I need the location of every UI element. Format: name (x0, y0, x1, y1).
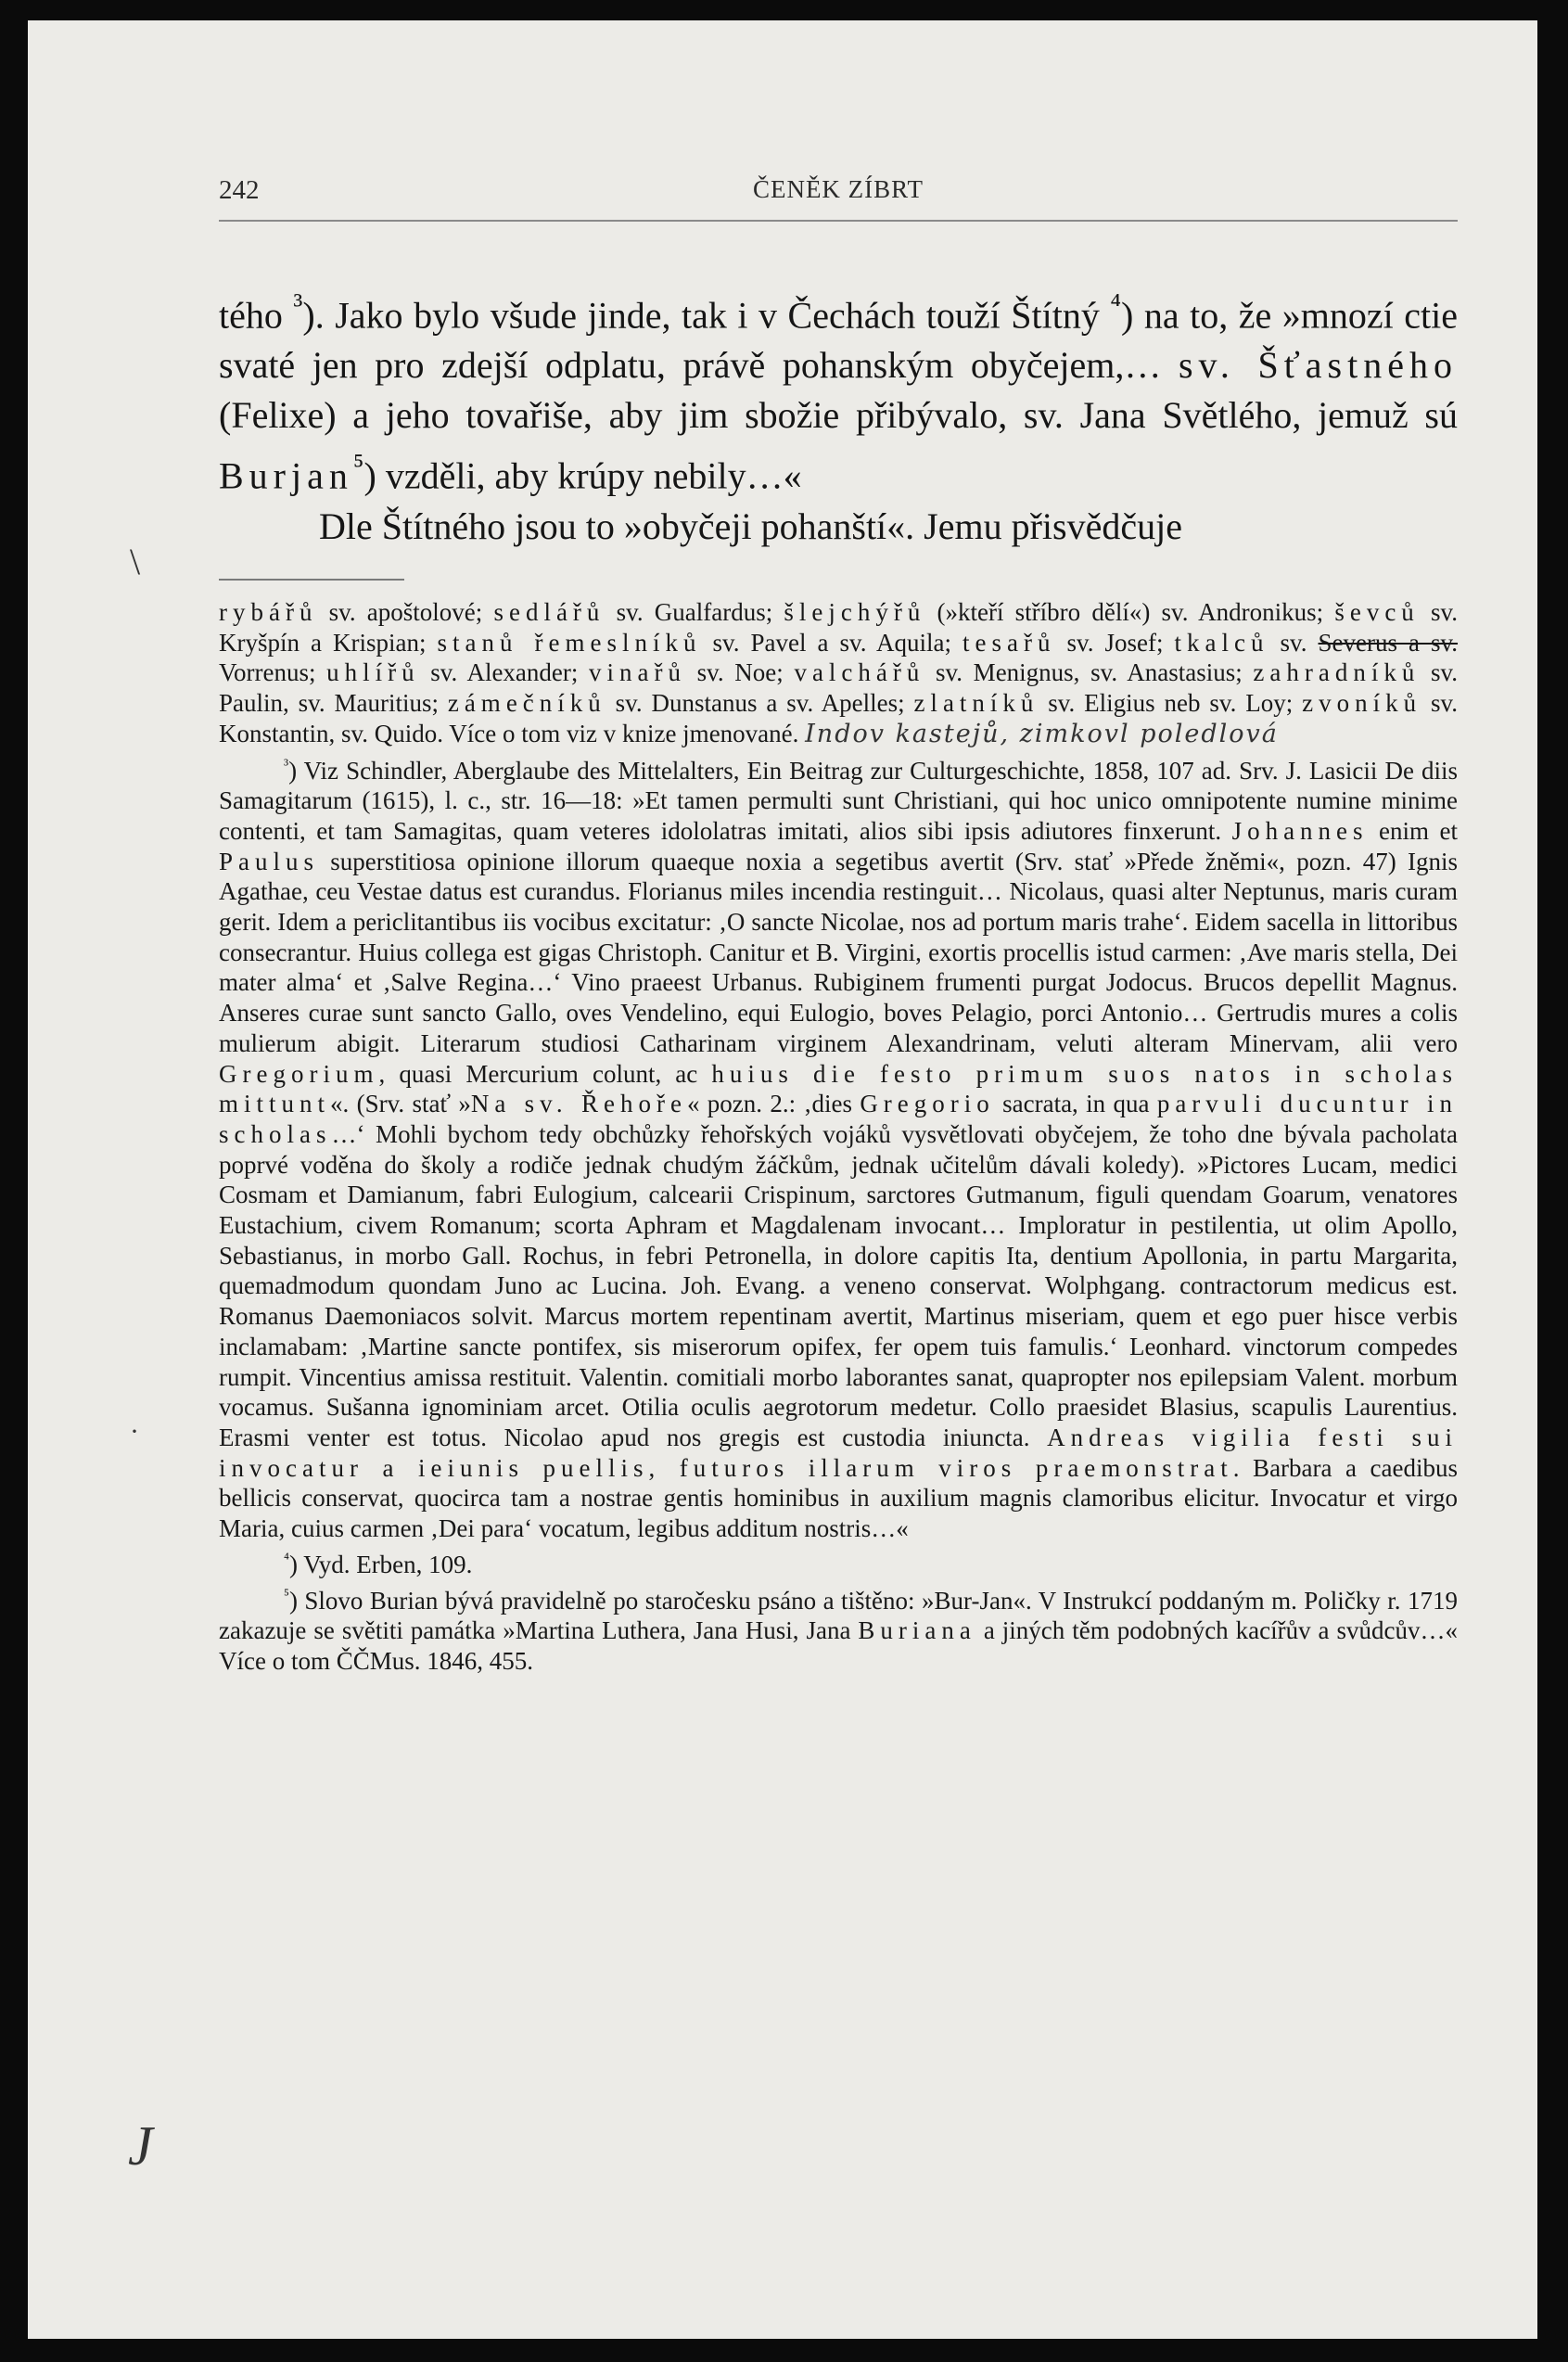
margin-hook-mark: J (128, 2115, 153, 2177)
margin-dot-mark: · (130, 1416, 139, 1447)
margin-dash-mark: \ (130, 541, 141, 582)
footnote-3: $^{^3}$) Viz Schindler, Aberglaube des Mittelalters, Ein Beitrag zur Culturgeschichte, 1858, 107 ad. Srv. J. Lasicii De diis Samagitarum (1615), l. c., str. 16—18: »Et tamen permulti sunt Christiani, qui hoc unico omnipotente numine minime contenti, et tam Samagitas, quam veteres idololatras imitati, alios sibi ipsis adiutores finxerunt. Johannes enim et Paulus superstitiosa opinione illorum quaeque noxia a segetibus avertit (Srv. stať »Přede žněmi«, pozn. 47) Ignis Agathae, ceu Vestae datus est curandus. Florianus miles incendia restinguit… Nicolaus, quasi alter Neptunus, maris curam gerit. Idem a periclitantibus iis vocibus excitatur: ‚O sancte Nicolae, nos ad portum maris trahe‘. Eidem sacella in littoribus consecrantur. Huius collega est gigas Christoph. Canitur et B. Virgini, exortis procellis istud carmen: ‚Ave maris stella, Dei mater alma‘ et ‚Salve Regina…‘ Vino praeest Urbanus. Rubiginem frumenti purgat Jodocus. Brucos depellit Magnus. Anseres curae sunt sancto Gallo, oves Vendelino, equi Eulogio, boves Pelagio, porci Antonio… Gertrudis mures a colis mulierum abigit. Literarum studiosi Catharinam virginem Alexandrinam, veluti alteram Minervam, alii vero Gregorium, quasi Mercurium colunt, ac huius die festo primum suos natos in scholas mittunt«. (Srv. stať »Na sv. Řehoře« pozn. 2.: ‚dies Gregorio sacrata, in qua parvuli ducuntur in scholas…‘ Mohli bychom tedy obchůzky řehořských vojáků vysvětlovati obyčejem, že toho dne bývala pacholata poprvé voděna do školy a rodiče jednak chudým žáčkům, jednak učitelům dávali koledy). »Pictores Lucam, medici Cosmam et Damianum, fabri Eulogium, calcearii Crispinum, sarctores Gutmanum, figuli quendam Goarum, venatores Eustachium, civem Romanum; scorta Aphram et Magdalenam invocant… Imploratur in pestilentia, ut olim Apollo, Sebastianus, in morbo Gall. Rochus, in febri Petronella, in dolore capitis Ita, dentium Apollonia, in partu Margarita, quemadmodum quondam Juno ac Lucina. Joh. Evang. a veneno conservat. Wolphgang. contractorum medicus est. Romanus Daemoniacos solvit. Marcus mortem repentinam avertit, Martinus miseriam, quem et ego puer hisce verbis inclamabam: ‚Martine sancte pontifex, sis miserorum opifex, fer opem tuis famulis.‘ Leonhard. vinctorum compedes rumpit. Vincentius amissa restituit. Valentin. comitiali morbo laborantes sanat, quapropter nos epilepsiam Valent. morbum vocamus. Sušanna ignominiam arcet. Otilia oculis aegrotorum medetur. Collo praesidet Blasius, scapulis Laurentius. Erasmi venter est totus. Nicolao apud nos gregis est custodia iniuncta. Andreas vigilia festi sui invocatur a ieiunis puellis, futuros illarum viros praemonstrat. Barbara a caedibus bellicis conservat, quocirca tam a nostrae gentis hominibus in auxilium magnis clamoribus elicitur. Invocatur et virgo Maria, cuius carmen ‚Dei para‘ vocatum, legibus additum nostris…« (219, 755, 1458, 1543)
main-text (219, 280, 1458, 552)
main-paragraph-2: Dle Štítného jsou to »obyčeji pohanští«. Jemu přisvědčuje (319, 504, 1182, 547)
footnote-4: $^{^4}$) Vyd. Erben, 109. (284, 1549, 473, 1578)
header-rule (219, 220, 1458, 222)
continuation-paragraph: rybářů sv. apoštolové; sedlářů sv. Gualfardus; šlejchýřů (»kteří stříbro dělí«) sv. Andronikus; ševců sv. Kryšpín a Krispian; stanů řemeslníků sv. Pavel a sv. Aquila; tesařů sv. Josef; tkalců sv. Severus a sv. Vorrenus; uhlířů sv. Alexander; vinařů sv. Noe; valchářů sv. Menignus, sv. Anastasius; zahradníků sv. Paulin, sv. Mauritius; zámečníků sv. Dunstanus a sv. Apelles; zlatníků sv. Eligius neb sv. Loy; zvoníků sv. Konstantin, sv. Quido. Více o tom viz v knize jmenované. Indov kastejů, zimkovl poledlová (219, 598, 1459, 748)
page-number: 242 (219, 175, 260, 205)
running-title: ČENĚK ZÍBRT (752, 175, 924, 203)
handwritten-annotation: Indov kastejů, zimkovl poledlová (805, 719, 1279, 748)
footnotes (219, 597, 1458, 1677)
footnote-5: $^{^5}$) Slovo Burian bývá pravidelně po staročesku psáno a tištěno: »Bur-Jan«. V Instrukcí poddaným m. Poličky r. 1719 zakazuje se světiti památka »Martina Luthera, Jana Husi, Jana Buriana a jiných těm podobných kacířův a svůdcův…« Více o tom ČČMus. 1846, 455. (219, 1585, 1458, 1675)
book-page (28, 20, 1537, 2339)
page-header (219, 175, 1458, 212)
main-paragraph-1: tého $^{^3}$). Jako bylo všude jinde, tak i v Čechách touží Štítný $^{^4}$) na to, že »mnozí ctie svaté jen pro zdejší odplatu, právě pohanským obyčejem,… sv. Šťastného (Felixe) a jeho tovařiše, aby jim sbožie přibývalo, sv. Jana Světlého, jemuž sú Burjan$^{^5}$) vzděli, aby krúpy nebily…« (219, 287, 1458, 497)
footnote-rule (219, 579, 404, 581)
